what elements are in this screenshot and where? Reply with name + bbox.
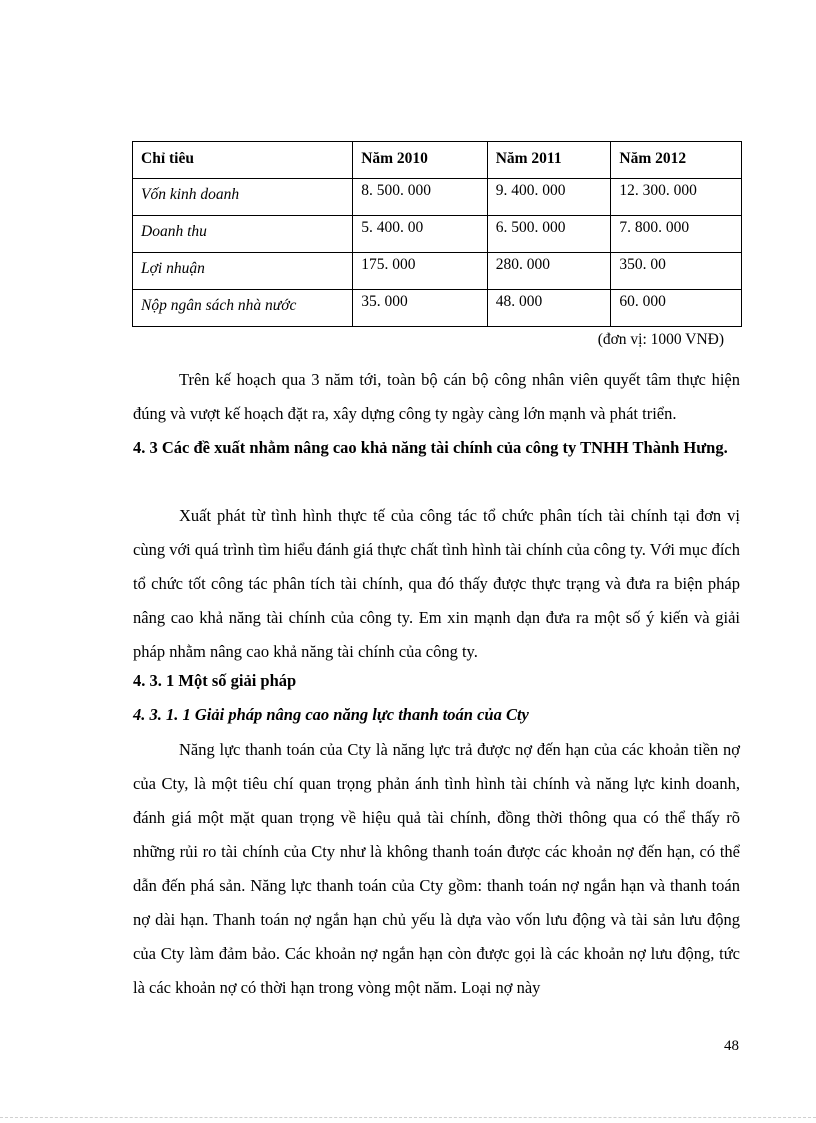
unit-note: (đơn vị: 1000 VNĐ) <box>597 331 724 348</box>
paragraph-proposal-intro <box>133 499 740 669</box>
table-cell-indicator: Doanh thu <box>133 216 353 253</box>
table-cell: 350. 00 <box>611 253 742 290</box>
table-cell: 9. 400. 000 <box>487 179 611 216</box>
table-cell: 48. 000 <box>487 290 611 327</box>
paragraph-text: Xuất phát từ tình hình thực tế của công tác tổ chức phân tích tài chính tại đơn vị cùng với quá trình tìm hiểu đánh giá thực chất tình hình tài chính của công ty. Với mục đích tổ chức tốt công tác phân tích tài chính, qua đó thấy được thực trạng và đưa ra biện pháp nâng cao khả năng tài chính của công ty. Em xin mạnh dạn đưa ra một số ý kiến và giải pháp nhằm nâng cao khả năng tài chính của công ty. <box>133 506 740 661</box>
table-cell: 60. 000 <box>611 290 742 327</box>
paragraph-payment-capacity <box>133 733 740 1005</box>
table-row <box>133 179 742 216</box>
table-cell-indicator: Vốn kinh doanh <box>133 179 353 216</box>
page-number: 48 <box>724 1038 739 1054</box>
table-header-cell: Chỉ tiêu <box>133 142 353 179</box>
section-heading-4-3: 4. 3 Các đề xuất nhằm nâng cao khả năng tài chính của công ty TNHH Thành Hưng. <box>133 438 728 457</box>
table-row <box>133 216 742 253</box>
table-cell: 6. 500. 000 <box>487 216 611 253</box>
table-header-cell: Năm 2010 <box>353 142 488 179</box>
paragraph-text: Năng lực thanh toán của Cty là năng lực trả được nợ đến hạn của các khoản tiền nợ của Cty, là một tiêu chí quan trọng phản ánh tình hình tài chính và năng lực kinh doanh, đánh giá một mặt quan trọng về hiệu quả tài chính, đồng thời thông qua có thể thấy rõ những rủi ro tài chính của Cty như là không thanh toán được các khoản nợ đến hạn, có thể dẫn đến phá sản. Năng lực thanh toán của Cty gồm: thanh toán nợ ngắn hạn và thanh toán nợ dài hạn. Thanh toán nợ ngắn hạn chủ yếu là dựa vào vốn lưu động và tài sản lưu động của Cty làm đảm bảo. Các khoản nợ ngắn hạn còn được gọi là các khoản nợ lưu động, tức là các khoản nợ có thời hạn trong vòng một năm. Loại nợ này <box>133 740 740 997</box>
financial-plan-table <box>132 141 742 327</box>
table-cell: 8. 500. 000 <box>353 179 488 216</box>
table-cell: 280. 000 <box>487 253 611 290</box>
paragraph-text: Trên kế hoạch qua 3 năm tới, toàn bộ cán bộ công nhân viên quyết tâm thực hiện đúng và vượt kế hoạch đặt ra, xây dựng công ty ngày càng lớn mạnh và phát triển. <box>133 370 740 423</box>
table-header-row <box>133 142 742 179</box>
table-cell: 12. 300. 000 <box>611 179 742 216</box>
table-header-cell: Năm 2012 <box>611 142 742 179</box>
section-heading-4-3-1: 4. 3. 1 Một số giải pháp <box>133 671 297 690</box>
table-cell: 7. 800. 000 <box>611 216 742 253</box>
table-row <box>133 290 742 327</box>
table-cell: 175. 000 <box>353 253 488 290</box>
table-row <box>133 253 742 290</box>
table-cell: 5. 400. 00 <box>353 216 488 253</box>
table-cell: 35. 000 <box>353 290 488 327</box>
table-header-cell: Năm 2011 <box>487 142 611 179</box>
paragraph-plan-commitment <box>133 363 740 431</box>
page-bottom-divider <box>0 1117 816 1118</box>
table-cell-indicator: Lợi nhuận <box>133 253 353 290</box>
table-cell-indicator: Nộp ngân sách nhà nước <box>133 290 353 327</box>
section-heading-4-3-1-1: 4. 3. 1. 1 Giải pháp nâng cao năng lực thanh toán của Cty <box>133 705 529 724</box>
